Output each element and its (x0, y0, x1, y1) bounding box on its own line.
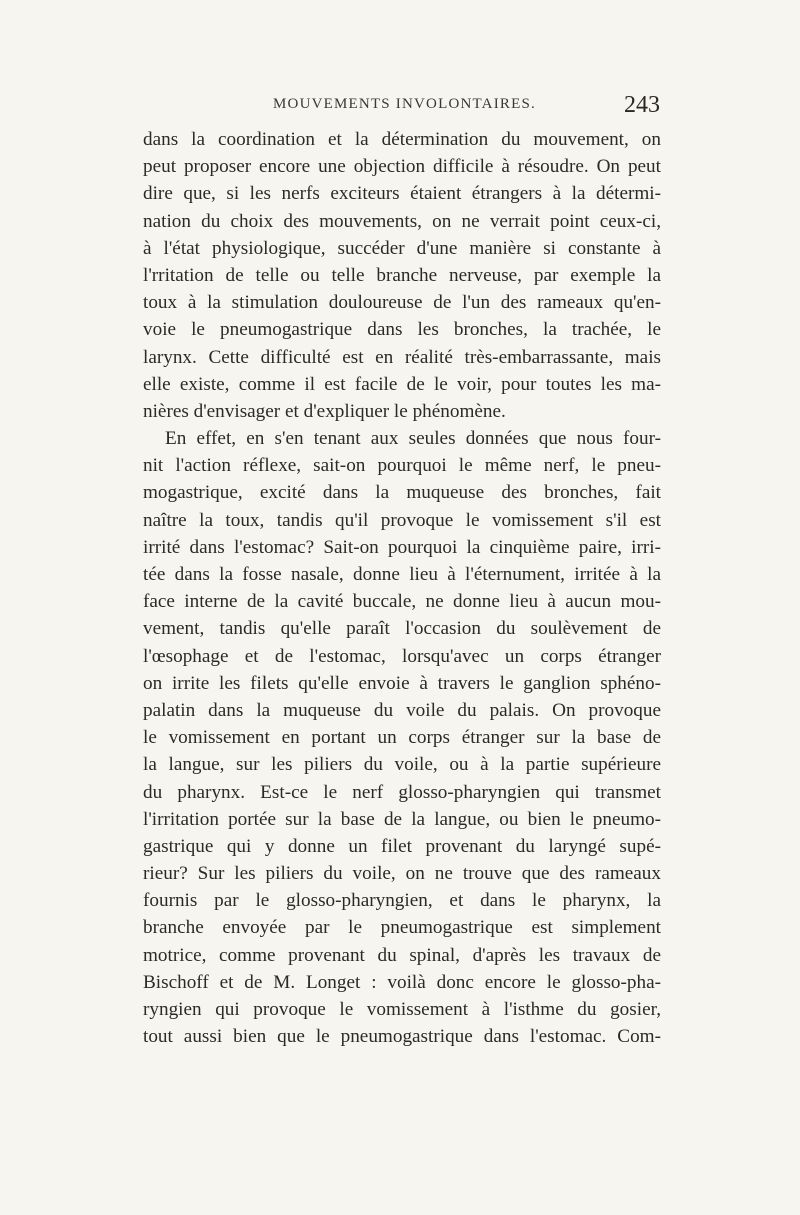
text-line: gastrique qui y donne un filet provenant du laryngé supé- (143, 835, 661, 857)
text-line: l'rritation de telle ou telle branche nerveuse, par exemple la (143, 264, 661, 286)
text-line: voie le pneumogastrique dans les bronches, la trachée, le (143, 319, 661, 341)
text-line: rieur? Sur les piliers du voile, on ne trouve que des rameaux (143, 863, 661, 885)
text-line: l'irritation portée sur la base de la langue, ou bien le pneumo- (143, 808, 661, 830)
text-line: nières d'envisager et d'expliquer le phénomène. (143, 400, 506, 422)
text-line: naître la toux, tandis qu'il provoque le vomissement s'il est (143, 509, 661, 531)
page-header (140, 92, 660, 124)
text-line: face interne de la cavité buccale, ne donne lieu à aucun mou- (143, 591, 661, 613)
paragraph-start-line: En effet, en s'en tenant aux seules données que nous four- (165, 428, 661, 450)
text-line: tée dans la fosse nasale, donne lieu à l'éternument, irritée à la (143, 564, 661, 585)
text-line: dans la coordination et la détermination du mouvement, on (143, 129, 661, 150)
running-title: MOUVEMENTS INVOLONTAIRES. (273, 96, 536, 112)
text-line: branche envoyée par le pneumogastrique est simplement (143, 917, 661, 939)
text-line: larynx. Cette difficulté est en réalité très-embarrassante, mais (143, 346, 661, 368)
text-line: tout aussi bien que le pneumogastrique dans l'estomac. Com- (143, 1026, 661, 1048)
body-text (143, 126, 661, 1050)
text-line: ryngien qui provoque le vomissement à l'isthme du gosier, (143, 999, 661, 1020)
text-line: peut proposer encore une objection difficile à résoudre. On peut (143, 156, 661, 178)
text-line: la langue, sur les piliers du voile, ou à la partie supérieure (143, 754, 661, 776)
text-line: nit l'action réflexe, sait-on pourquoi le même nerf, le pneu- (143, 455, 661, 477)
text-line: nation du choix des mouvements, on ne verrait point ceux-ci, (143, 210, 661, 232)
text-line: palatin dans la muqueuse du voile du palais. On provoque (143, 699, 661, 721)
text-line: vement, tandis qu'elle paraît l'occasion du soulèvement de (143, 618, 661, 640)
text-line: Bischoff et de M. Longet : voilà donc encore le glosso-pha- (143, 971, 661, 993)
text-line: elle existe, comme il est facile de le voir, pour toutes les ma- (143, 373, 661, 395)
text-line: le vomissement en portant un corps étranger sur la base de (143, 727, 661, 749)
text-line: dire que, si les nerfs exciteurs étaient étrangers à la détermi- (143, 183, 661, 205)
text-line: l'œsophage et de l'estomac, lorsqu'avec un corps étranger (143, 645, 661, 667)
text-line: motrice, comme provenant du spinal, d'après les travaux de (143, 944, 661, 966)
page-number: 243 (624, 92, 660, 118)
text-line: du pharynx. Est-ce le nerf glosso-pharyngien qui transmet (143, 781, 661, 803)
text-line: à l'état physiologique, succéder d'une manière si constante à (143, 237, 661, 259)
text-line: on irrite les filets qu'elle envoie à travers le ganglion sphéno- (143, 672, 661, 694)
text-line: irrité dans l'estomac? Sait-on pourquoi la cinquième paire, irri- (143, 536, 661, 558)
text-line: toux à la stimulation douloureuse de l'un des rameaux qu'en- (143, 292, 661, 314)
text-line: mogastrique, excité dans la muqueuse des bronches, fait (143, 482, 661, 504)
text-line: fournis par le glosso-pharyngien, et dans le pharynx, la (143, 890, 661, 912)
